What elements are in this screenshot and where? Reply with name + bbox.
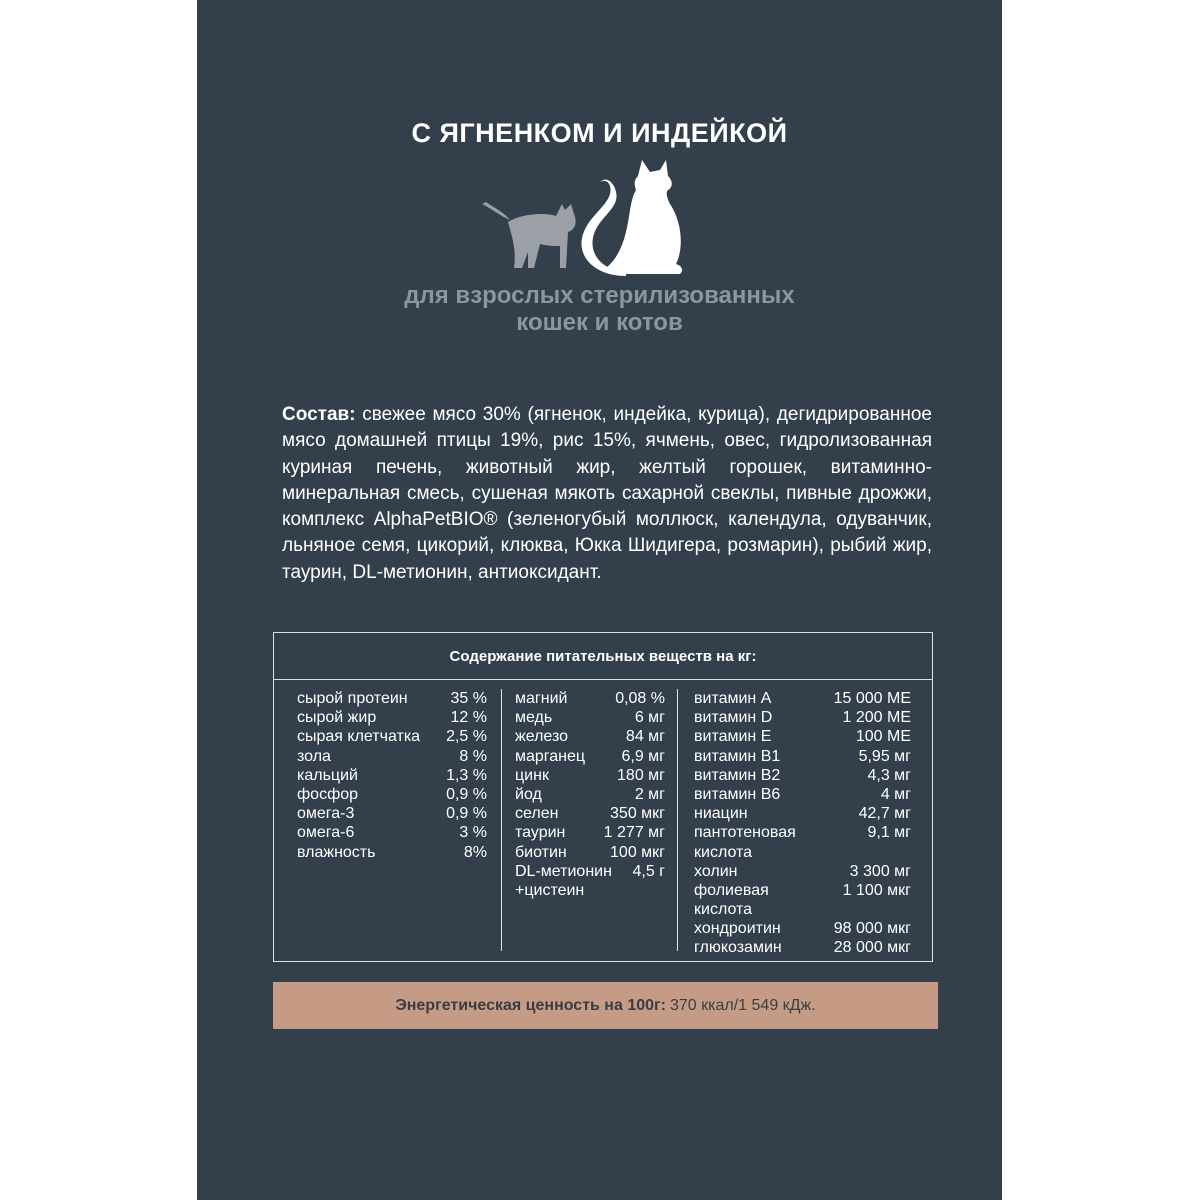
nutrient-row — [515, 708, 665, 727]
nutrient-name: глюкозамин — [694, 939, 782, 957]
subtitle-line-2: кошек и котов — [516, 309, 683, 336]
composition-label: Состав: — [282, 404, 356, 425]
nutrient-name: DL-метионин — [515, 862, 612, 880]
nutrient-name: витамин А — [694, 690, 772, 707]
composition-body: свежее мясо 30% (ягненок, индейка, курица), дегидрированное мясо домашней птицы 19%, рис 15%, ячмень, овес, гидролизованная куриная печень, животный жир, желтый горошек, витаминно-минеральная смесь, сушеная мякоть сахарной свеклы, пивные дрожжи, комплекс AlphaPetBIO® (зеленогубый моллюск, календула, одуванчик, льняное семя, цикорий, клюква, Юкка Шидигера, розмарин), рыбий жир, таурин, DL-метионин, антиоксидант. — [282, 404, 932, 583]
cats-illustration — [470, 152, 730, 282]
nutrient-row — [515, 843, 665, 862]
nutrient-row — [297, 785, 487, 804]
nutrient-row — [297, 766, 487, 785]
nutrient-name: омега-3 — [297, 805, 355, 823]
nutrient-row — [694, 823, 911, 842]
nutrient-value: 15 000 МЕ — [833, 690, 911, 707]
nutrient-value: 28 000 мкг — [833, 939, 911, 957]
nutrient-value: 9,1 мг — [867, 824, 911, 842]
nutrient-value: 3 300 мг — [849, 862, 911, 880]
column-divider — [501, 689, 502, 951]
nutrient-name: кислота — [694, 901, 753, 919]
nutrient-value: 1 277 мг — [603, 824, 665, 842]
product-subtitle — [197, 282, 1002, 336]
nutrient-row — [515, 766, 665, 785]
column-divider — [677, 689, 678, 951]
nutrient-value: 6 мг — [634, 709, 665, 727]
nutrient-name: витамин Е — [694, 728, 772, 746]
nutrient-row — [694, 919, 911, 938]
nutrient-name: витамин D — [694, 709, 773, 727]
nutrient-row — [694, 804, 911, 823]
nutrient-value: 180 мг — [617, 766, 665, 784]
nutrient-value: 8% — [463, 843, 487, 861]
nutrient-value: 1 200 МЕ — [842, 709, 911, 727]
nutrient-row — [297, 727, 487, 746]
nutrient-name: йод — [515, 785, 542, 803]
nutrient-row — [297, 823, 487, 842]
energy-label: Энергетическая ценность на 100г: — [395, 996, 666, 1014]
nutrient-name: магний — [515, 690, 568, 707]
nutrient-row — [694, 727, 911, 746]
cat-icon — [581, 160, 682, 276]
nutrient-row — [515, 689, 665, 708]
nutrient-row — [694, 900, 911, 919]
nutrient-row — [694, 689, 911, 708]
nutrient-row — [694, 881, 911, 900]
nutrient-value: 84 мг — [625, 728, 665, 746]
energy-value: 370 ккал/1 549 кДж. — [670, 996, 816, 1014]
nutrient-row — [694, 862, 911, 881]
nutrient-row — [297, 689, 487, 708]
nutrient-name: фолиевая — [694, 881, 769, 899]
nutrient-name: влажность — [297, 843, 376, 861]
nutrient-row — [515, 804, 665, 823]
nutrient-value: 3 % — [459, 824, 487, 842]
nutrient-value: 0,9 % — [446, 785, 487, 803]
nutrient-row — [515, 727, 665, 746]
nutrient-value: 4,5 г — [632, 862, 665, 880]
nutrient-name: кислота — [694, 843, 753, 861]
nutrient-name: сырой жир — [297, 709, 377, 727]
energy-value-bar — [273, 982, 938, 1029]
nutrient-row — [515, 862, 665, 881]
product-title: С ЯГНЕНКОМ И ИНДЕЙКОЙ — [411, 118, 788, 148]
nutrient-value: 2,5 % — [446, 728, 487, 746]
nutrient-value: 350 мкг — [610, 805, 665, 823]
subtitle-line-1: для взрослых стерилизованных — [404, 282, 795, 309]
nutrient-name: селен — [515, 805, 559, 823]
nutrients-divider — [274, 679, 932, 680]
nutrient-name: омега-6 — [297, 824, 355, 842]
nutrient-value: 100 МЕ — [855, 728, 911, 746]
nutrient-row — [694, 843, 911, 862]
nutrient-value: 6,9 мг — [621, 747, 665, 765]
nutrient-row — [297, 708, 487, 727]
nutrient-name: пантотеновая — [694, 824, 796, 842]
nutrient-name: хондроитин — [694, 920, 781, 938]
nutrient-row — [694, 708, 911, 727]
nutrient-value: 1 100 мкг — [842, 881, 911, 899]
nutrient-value: 8 % — [459, 747, 487, 765]
nutrient-name: цинк — [515, 766, 549, 784]
nutrients-column-minerals — [515, 689, 665, 900]
nutrient-value: 0,9 % — [446, 805, 487, 823]
nutrient-value: 12 % — [450, 709, 487, 727]
nutrient-value: 5,95 мг — [858, 747, 911, 765]
nutrient-name: кальций — [297, 766, 358, 784]
nutrient-name: холин — [694, 862, 738, 880]
nutrient-name: сырая клетчатка — [297, 728, 421, 746]
nutrient-name: железо — [515, 728, 569, 746]
nutrient-row — [694, 938, 911, 957]
nutrients-column-vitamins — [694, 689, 911, 958]
nutrient-row — [515, 747, 665, 766]
nutrient-row — [694, 766, 911, 785]
nutrient-value: 42,7 мг — [858, 805, 911, 823]
nutrient-value: 98 000 мкг — [833, 920, 911, 938]
nutrients-table — [273, 632, 933, 962]
nutrient-name: медь — [515, 709, 553, 727]
nutrient-row — [515, 881, 665, 900]
nutrients-title: Содержание питательных веществ на кг: — [449, 648, 757, 665]
nutrients-column-macros — [297, 689, 487, 862]
nutrient-name: витамин В1 — [694, 747, 781, 765]
nutrient-name: фосфор — [297, 785, 359, 803]
nutrient-value: 2 мг — [634, 785, 665, 803]
nutrient-name: марганец — [515, 747, 586, 765]
nutrient-name: сырой протеин — [297, 690, 408, 707]
nutrient-name: +цистеин — [515, 881, 585, 899]
nutrient-value: 4,3 мг — [867, 766, 911, 784]
nutrient-name: витамин В2 — [694, 766, 781, 784]
nutrient-name: таурин — [515, 824, 566, 842]
nutrient-name: зола — [297, 747, 331, 765]
composition-text — [282, 402, 932, 586]
nutrient-row — [297, 747, 487, 766]
nutrient-row — [515, 785, 665, 804]
nutrient-row — [515, 823, 665, 842]
nutrient-row — [694, 747, 911, 766]
kitten-icon — [482, 202, 576, 268]
nutrient-value: 35 % — [450, 690, 487, 707]
nutrient-value: 100 мкг — [610, 843, 665, 861]
nutrient-name: ниацин — [694, 805, 748, 823]
nutrient-value: 0,08 % — [615, 690, 665, 707]
nutrient-value: 4 мг — [880, 785, 911, 803]
nutrient-row — [297, 804, 487, 823]
nutrient-value: 1,3 % — [446, 766, 487, 784]
nutrient-row — [297, 843, 487, 862]
nutrient-name: витамин В6 — [694, 785, 781, 803]
nutrient-row — [694, 785, 911, 804]
nutrient-name: биотин — [515, 843, 567, 861]
